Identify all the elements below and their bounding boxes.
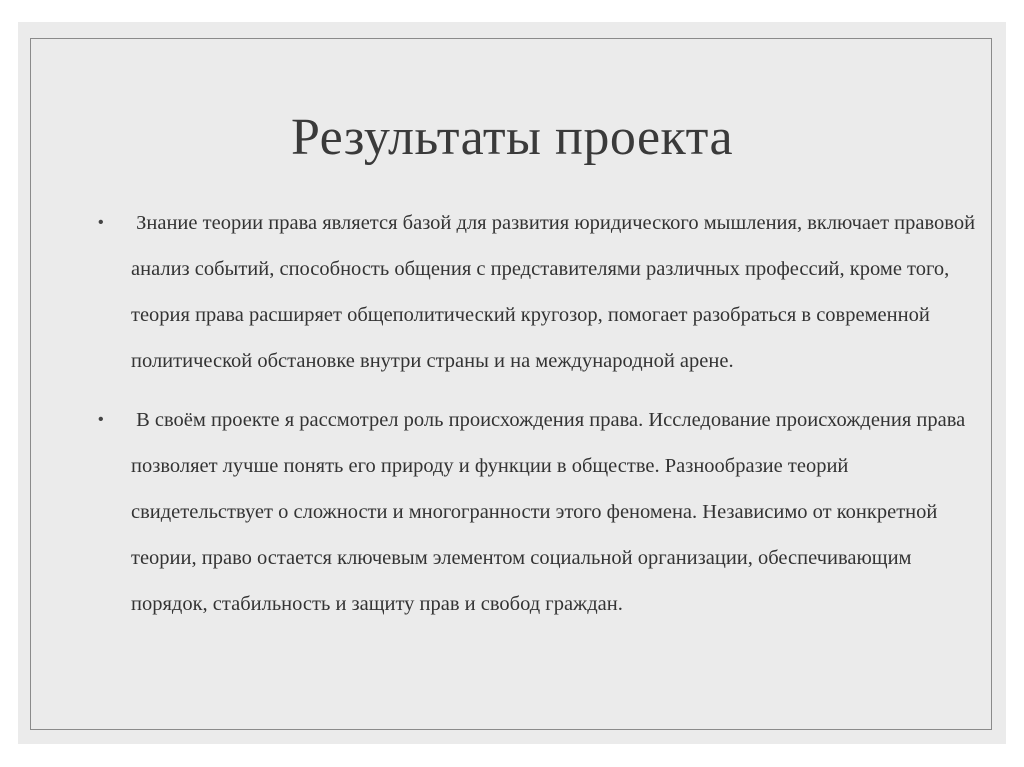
slide [18, 22, 1006, 744]
bullet-icon: • [98, 411, 104, 428]
slide-title: Результаты проекта [290, 109, 734, 166]
bullet-icon: • [98, 214, 104, 231]
bullet-list [98, 200, 988, 627]
bullet-text: Знание теории права является базой для развития юридического мышления, включает правовой анализ событий, способность общения с представителями различных профессий, кроме того, теория права расширяет общеполитический кругозор, помогает разобраться в современной политической обстановке внутри страны и на международной арене. [131, 212, 981, 372]
bullet-item [98, 200, 988, 384]
bullet-item [98, 397, 988, 627]
bullet-text: В своём проекте я рассмотрел роль происхождения права. Исследование происхождения права позволяет лучше понять его природу и функции в обществе. Разнообразие теорий свидетельствует о сложности и многогранности этого феномена. Независимо от конкретной теории, право остается ключевым элементом социальной организации, обеспечивающим порядок, стабильность и защиту прав и свобод граждан. [131, 409, 971, 615]
